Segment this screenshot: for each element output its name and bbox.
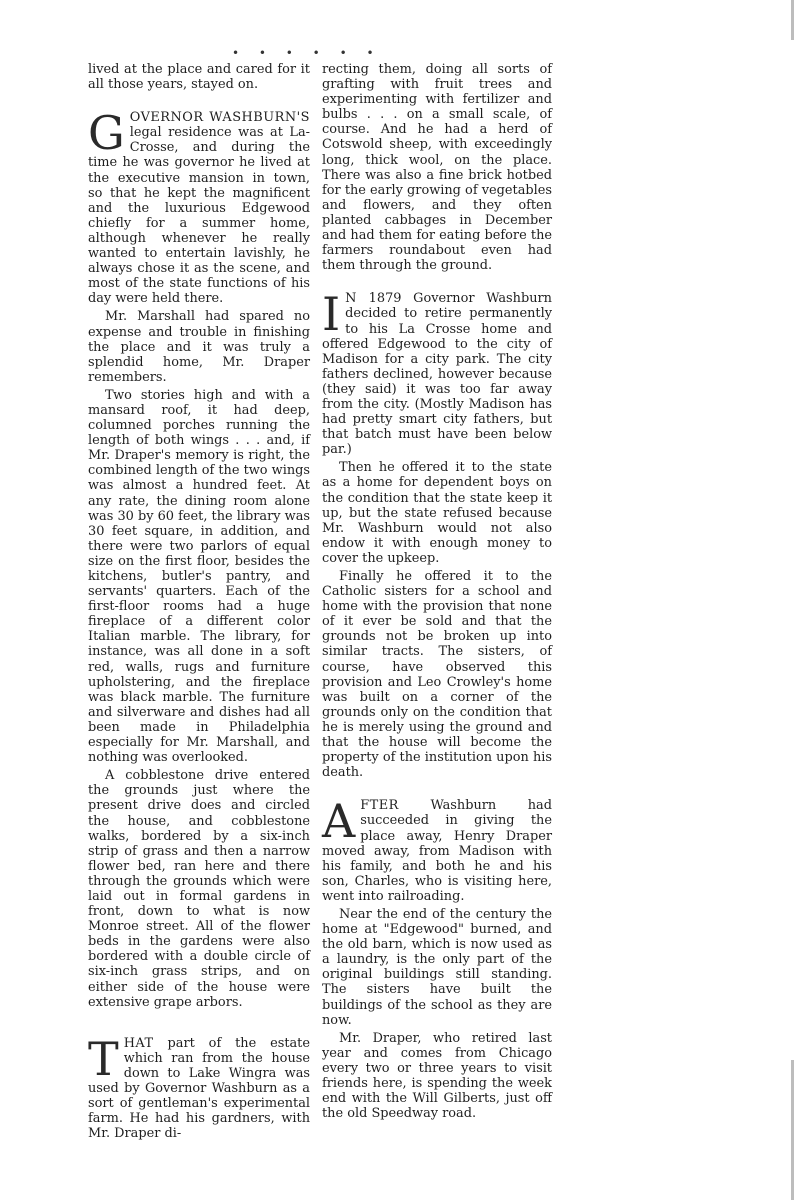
paragraph: recting them, doing all sorts of grafting with fruit trees and experimenting with fertilizer and bulbs . . . on a small scale, of course. And he had a herd of Cotswold sheep, with exceedingly long, thick wool, on the place. There was also a fine brick hotbed for the early growing of vegetables and flowers, and they often planted cabbages in December and had them for eating before the farmers roundabout even had them through the ground.: [322, 62, 552, 274]
drop-cap: I: [322, 287, 341, 342]
paragraph: Mr. Marshall had spared no expense and trouble in finishing the place and it was truly a splendid home, Mr. Draper remembers.: [88, 309, 310, 385]
print-dots: • • • • • •: [232, 46, 382, 60]
drop-cap: T: [88, 1031, 119, 1086]
article-column-right: [322, 62, 552, 1121]
paragraph: Two stories high and with a mansard roof, it had deep, columned porches running the length of both wings . . . and, if Mr. Draper's memory is right, the combined length of the two wings was almost a hundred feet. At any rate, the dining room alone was 30 by 60 feet, the library was 30 feet square, in addition, and there were two parlors of equal size on the first floor, besides the kitchens, butler's pantry, and servants' quarters. Each of the first-floor rooms had a huge fireplace of a different color Italian marble. The library, for instance, was all done in a soft red, walls, rugs and furniture upholstering, and the fireplace was black marble. The furniture and silverware and dishes had all been made in Philadelphia especially for Mr. Marshall, and nothing was overlooked.: [88, 387, 310, 766]
paragraph-text: 1879 Governor Washburn decided to retire permanently to his La Crosse home and offered Edgewood to the city of Madison for a city park. The city fathers declined, however because (they said) it was too far away from the city. (Mostly Madison has had pretty smart city fathers, but that batch must have been below par.): [322, 291, 552, 458]
section-paragraph: [88, 106, 310, 307]
paragraph-text: Washburn had succeeded in giving the place away, Henry Draper moved away, from Madison with his family, and both he and his son, Charles, who is visiting here, went into railroading.: [322, 798, 552, 904]
paragraph: Then he offered it to the state as a home for dependent boys on the condition that the state keep it up, but the state refused because Mr. Washburn would not also endow it with enough money to cover the upkeep.: [322, 460, 552, 566]
lead-in: N: [345, 291, 357, 307]
article-column-left: [88, 62, 310, 1141]
paragraph-text: legal residence was at La-Crosse, and during the time he was governor he lived at the executive mansion in town, so that he kept the magnificent and the luxurious Edgewood chiefly for a summer home, although whenever he really wanted to entertain lavishly, he always chose it as the scene, and most of the state functions of his day were held there.: [88, 125, 310, 307]
drop-cap: A: [322, 794, 356, 849]
drop-cap: G: [88, 106, 125, 161]
scan-edge-mark: [791, 0, 794, 40]
paragraph-text: part of the estate which ran from the house down to Lake Wingra was used by Governor Washburn as a sort of gentleman's experimental farm. He had his gardners, with Mr. Draper di-: [88, 1035, 310, 1142]
paragraph: Mr. Draper, who retired last year and comes from Chicago every two or three years to visit friends here, is spending the week end with the Will Gilberts, just off the old Speedway road.: [322, 1030, 552, 1122]
scan-edge-mark: [791, 1060, 794, 1200]
lead-in: FTER: [360, 798, 399, 814]
section-paragraph: [322, 794, 552, 904]
section-paragraph: [88, 1031, 310, 1142]
paragraph: lived at the place and cared for it all those years, stayed on.: [88, 62, 310, 93]
paragraph: Finally he offered it to the Catholic sisters for a school and home with the provision that none of it ever be sold and that the grounds not be broken up into similar tracts. The sisters, of course, have observed this provision and Leo Crowley's home was built on a corner of the grounds only on the condition that he is merely using the ground and that the house will become the property of the institution upon his death.: [322, 569, 552, 781]
section-paragraph: [322, 287, 552, 458]
paragraph: Near the end of the century the home at "Edgewood" burned, and the old barn, which is now used as a laundry, is the only part of the original buildings still standing. The sisters have built the buildings of the school as they are now.: [322, 906, 552, 1028]
paragraph: A cobblestone drive entered the grounds just where the present drive does and circled the house, and cobblestone walks, bordered by a six-inch strip of grass and then a narrow flower bed, ran here and there through the grounds which were laid out in formal gardens in front, down to what is now Monroe street. All of the flower beds in the gardens were also bordered with a double circle of six-inch grass strips, and on either side of the house were extensive grape arbors.: [88, 768, 310, 1010]
lead-in: HAT: [123, 1035, 154, 1051]
lead-in: OVERNOR WASHBURN'S: [129, 110, 310, 126]
